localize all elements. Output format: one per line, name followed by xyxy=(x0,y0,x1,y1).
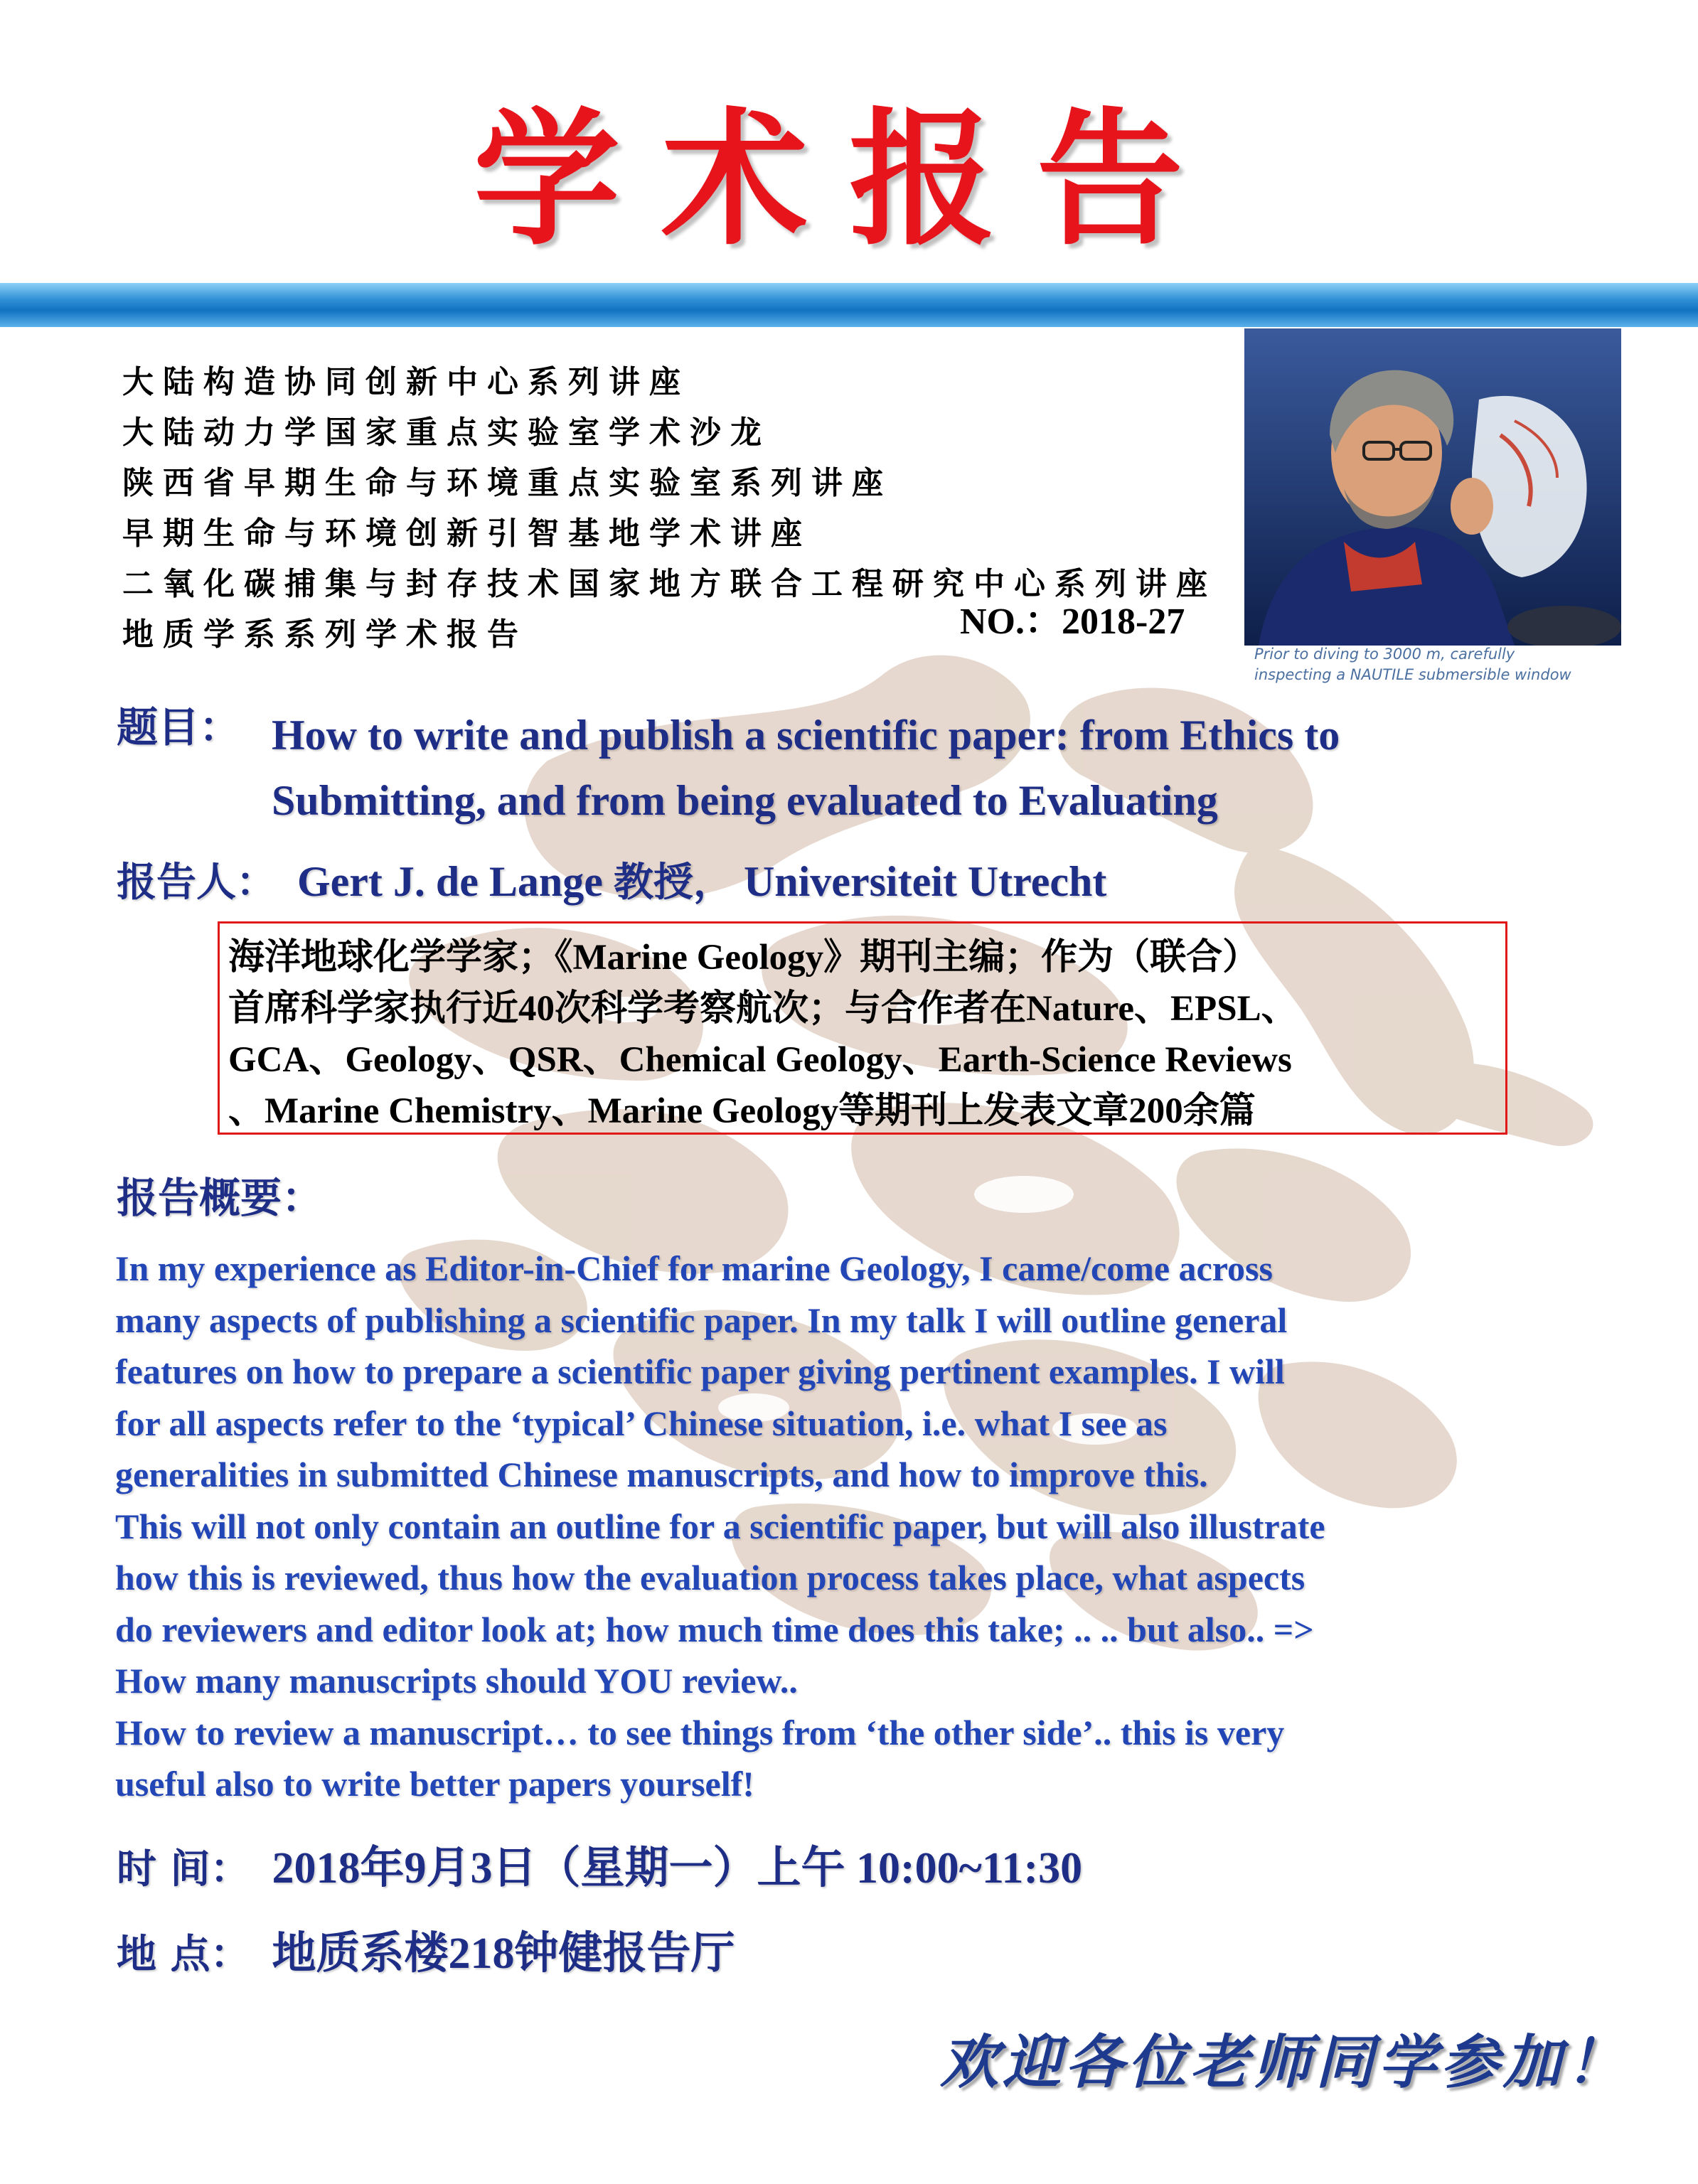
series-title: 二氧化碳捕集与封存技术国家地方联合工程研究中心系列讲座 xyxy=(122,566,1217,602)
series-title: 大陆构造协同创新中心系列讲座 xyxy=(122,364,690,400)
speaker-line xyxy=(117,857,1106,908)
photo-caption-line: Prior to diving to 3000 m, carefully xyxy=(1254,646,1515,663)
series-title: 早期生命与环境创新引智基地学术讲座 xyxy=(122,515,811,552)
abstract-line: do reviewers and editor look at; how much time does this take; .. .. but also.. => xyxy=(115,1609,1314,1649)
report-number: NO.：2018-27 xyxy=(960,601,1185,642)
abstract-line: How many manuscripts should YOU review.. xyxy=(115,1661,798,1701)
topic-label: 题目： xyxy=(117,703,241,751)
location-label: 地 点： xyxy=(117,1932,250,1978)
topic-line: Submitting, and from being evaluated to Evaluating xyxy=(272,777,1218,824)
abstract-line: how this is reviewed, thus how the evaluation process takes place, what aspects xyxy=(115,1558,1305,1597)
series-title: 大陆动力学国家重点实验室学术沙龙 xyxy=(122,414,771,451)
location-value: 地质系楼218钟健报告厅 xyxy=(272,1929,735,1978)
speaker-name: Gert J. de Lange xyxy=(297,858,603,905)
speaker-affiliation: Universiteit Utrecht xyxy=(743,858,1107,905)
time-label: 时 间： xyxy=(117,1846,250,1893)
location-line xyxy=(117,1929,735,1980)
bio-line: 、Marine Chemistry、Marine Geology等期刊上发表文章200余篇 xyxy=(228,1091,1256,1131)
photo-caption xyxy=(1254,644,1624,685)
abstract-label: 报告概要： xyxy=(117,1174,324,1222)
bio-line: 海洋地球化学学家；《Marine Geology》期刊主编；作为（联合） xyxy=(228,938,1259,978)
welcome-message: 欢迎各位老师同学参加！ xyxy=(940,2029,1628,2097)
poster-title: 学术报告 xyxy=(473,95,1224,265)
bio-line: 首席科学家执行近40次科学考察航次；与合作者在Nature、EPSL、 xyxy=(228,989,1298,1029)
abstract-line: useful also to write better papers yourself! xyxy=(115,1764,754,1804)
speaker-photo xyxy=(1244,328,1621,646)
abstract-line: In my experience as Editor-in-Chief for marine Geology, I came/come across xyxy=(115,1248,1273,1288)
time-line xyxy=(117,1843,1082,1895)
bio-line: GCA、Geology、QSR、Chemical Geology、Earth-Science Reviews xyxy=(228,1040,1292,1080)
abstract-line: for all aspects refer to the ‘typical’ Chinese situation, i.e. what I see as xyxy=(115,1403,1168,1443)
time-value: 2018年9月3日（星期一）上午 10:00~11:30 xyxy=(272,1844,1083,1893)
series-title: 陕西省早期生命与环境重点实验室系列讲座 xyxy=(122,465,892,501)
abstract-line: How to review a manuscript… to see things from ‘the other side’.. this is very xyxy=(115,1712,1285,1752)
abstract-text xyxy=(115,1243,1623,1810)
abstract-line: features on how to prepare a scientific paper giving pertinent examples. I will xyxy=(115,1351,1285,1391)
speaker-bio-box xyxy=(218,921,1507,1135)
abstract-line: many aspects of publishing a scientific paper. In my talk I will outline general xyxy=(115,1300,1288,1340)
speaker-label: 报告人： xyxy=(117,860,276,906)
photo-caption-line: inspecting a NAUTILE submersible window xyxy=(1254,666,1571,683)
abstract-line: generalities in submitted Chinese manuscripts, and how to improve this. xyxy=(115,1455,1208,1494)
series-title: 地质学系系列学术报告 xyxy=(122,616,528,653)
topic-title xyxy=(272,702,1616,833)
topic-line: How to write and publish a scientific paper: from Ethics to xyxy=(272,712,1340,759)
header-blue-band xyxy=(0,283,1698,327)
abstract-line: This will not only contain an outline for a scientific paper, but will also illustrate xyxy=(115,1506,1325,1546)
speaker-title: 教授， xyxy=(613,860,733,906)
